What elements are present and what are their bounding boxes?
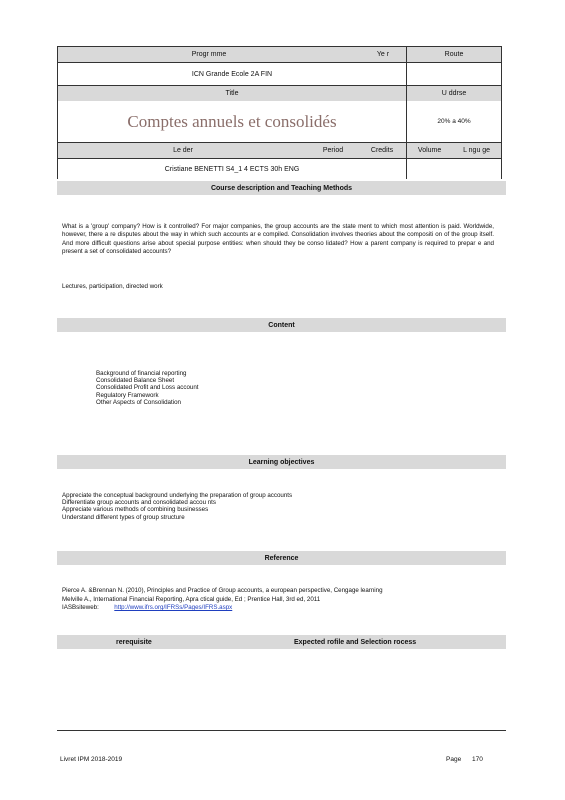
reference-site-label: IASBsiteweb: — [62, 604, 99, 612]
description-section-header: Course description and Teaching Methods — [57, 181, 506, 195]
list-item: Understand different types of group structure — [62, 513, 185, 521]
list-item: Background of financial reporting — [96, 370, 187, 377]
assessment-weights: 20% a 40% — [406, 101, 501, 142]
language-value — [406, 159, 501, 179]
leader-label: Le der — [173, 147, 193, 154]
reference-item: Melville A., International Financial Reporting, Apra ctical guide, Ed ; Prentice Hall, 3rd ed, 2011 — [62, 595, 321, 603]
footer-page — [446, 756, 483, 763]
course-title: Comptes annuels et consolidés — [127, 111, 337, 131]
expected-profile-label: Expected rofile and Selection rocess — [294, 638, 417, 646]
list-item: Consolidated Balance Sheet — [96, 377, 175, 385]
course-title-row — [58, 101, 501, 142]
route-value — [406, 63, 501, 85]
credits-label: Credits — [370, 147, 394, 154]
prerequisite-bar — [57, 635, 506, 649]
footer-divider — [57, 730, 506, 731]
period-label: Period — [322, 147, 344, 154]
description-text: What is a 'group' company? How is it controlled? For major companies, the group accounts are the state ment to which most attention is paid. Worldwide, however, there a re disputes about the way in which such accounts ar e compiled. Consolidation involves theories about the compositi on of the group itself. And more difficult questions arise about special purpose entities: when should they be conso lidated? How a parent company is required to prepar e and present a set of consolidated accounts? — [62, 223, 494, 256]
list-item: Appreciate various methods of combining businesses — [62, 506, 209, 514]
header-label-row — [58, 47, 501, 63]
title-label: Title — [225, 90, 239, 97]
list-item: Differentiate group accounts and consolidated accou nts — [62, 499, 216, 507]
reference-item — [62, 604, 494, 613]
leader-label-row — [58, 142, 501, 159]
course-header-table — [57, 46, 502, 179]
volume-language-labels — [406, 143, 501, 158]
program-value: ICN Grande Ecole 2A FIN — [191, 70, 273, 78]
reference-item: Pierce A. &Brennan N. (2010), Principles and Practice of Group accounts, a european perspective, Cengage learning — [62, 587, 383, 594]
leader-values: Cristiane BENETTI S4_1 4 ECTS 30h ENG — [164, 165, 300, 173]
page-label: Page — [446, 756, 462, 763]
list-item: Consolidated Profit and Loss account — [96, 384, 199, 392]
page-number: 170 — [472, 756, 483, 763]
content-section-header: Content — [57, 318, 506, 332]
leader-value-row — [58, 159, 501, 179]
prerequisite-label: rerequisite — [116, 638, 152, 646]
ifrs-link[interactable]: http://www.ifrs.org/IFRSs/Pages/IFRS.aspx — [114, 604, 233, 612]
program-label: Progr mme — [191, 51, 227, 58]
reference-section-header: Reference — [57, 551, 506, 565]
objectives-list — [62, 492, 292, 521]
list-item: Other Aspects of Consolidation — [96, 398, 181, 406]
year-label: Ye r — [376, 51, 390, 58]
program-value-row — [58, 63, 501, 86]
footer-left: Livret IPM 2018-2019 — [60, 756, 123, 763]
content-list — [96, 370, 199, 406]
reference-list — [62, 587, 494, 613]
title-label-row — [58, 86, 501, 101]
list-item: Appreciate the conceptual background underlying the preparation of group accounts — [62, 492, 293, 499]
volume-label: Volume — [417, 147, 442, 154]
route-label: Route — [406, 47, 501, 62]
objectives-section-header: Learning objectives — [57, 455, 506, 469]
teaching-methods-text: Lectures, participation, directed work — [62, 283, 163, 290]
language-label: L ngu ge — [463, 147, 491, 154]
list-item: Regulatory Framework — [96, 391, 159, 399]
weight-label: U ddrse — [406, 86, 501, 101]
